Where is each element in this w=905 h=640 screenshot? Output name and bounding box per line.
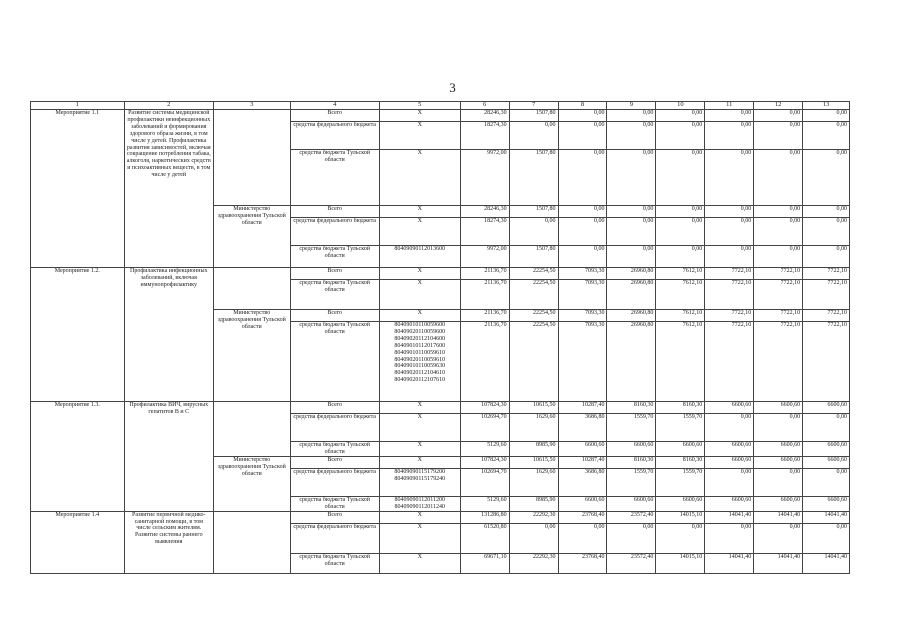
funding-source: Всего [290,110,379,122]
amount-cell: 3686,80 [558,414,607,442]
amount-cell: 0,00 [558,218,607,246]
amount-cell: 0,00 [705,122,754,150]
amount-cell: 14041,40 [705,511,754,523]
amount-cell: 21136,70 [460,322,509,402]
amount-cell: 14041,40 [705,553,754,573]
table-row [31,110,850,122]
header-cell: 10 [656,102,705,110]
amount-cell: 7612,10 [656,280,705,310]
budget-code: X [379,268,460,280]
amount-cell: 22254,50 [509,268,558,280]
budget-code: X [379,122,460,150]
amount-cell: 131286,80 [460,511,509,523]
header-cell: 9 [607,102,656,110]
funding-source: Всего [290,268,379,280]
amount-cell: 10287,40 [558,402,607,414]
amount-cell: 6600,60 [656,496,705,511]
header-cell: 3 [213,102,290,110]
amount-cell: 0,00 [803,218,850,246]
funding-source: средства бюджета Тульской области [290,442,379,457]
amount-cell: 0,00 [656,150,705,206]
funding-source: средства бюджета Тульской области [290,280,379,310]
amount-cell: 6600,60 [803,442,850,457]
amount-cell: 8985,90 [509,496,558,511]
amount-cell: 0,00 [803,122,850,150]
amount-cell: 8985,90 [509,442,558,457]
amount-cell: 6600,60 [754,496,803,511]
amount-cell: 22254,50 [509,280,558,310]
amount-cell: 0,00 [705,206,754,218]
funding-source: средства федерального бюджета [290,523,379,553]
table-row [31,511,850,523]
amount-cell: 7093,30 [558,268,607,280]
amount-cell: 14015,10 [656,553,705,573]
amount-cell: 0,00 [656,206,705,218]
amount-cell: 23572,40 [607,511,656,523]
amount-cell: 10615,50 [509,456,558,468]
amount-cell: 9972,00 [460,150,509,206]
header-cell: 8 [558,102,607,110]
header-cell: 7 [509,102,558,110]
amount-cell: 0,00 [607,218,656,246]
amount-cell: 6600,60 [558,496,607,511]
budget-code: X [379,150,460,206]
amount-cell: 7722,10 [705,280,754,310]
amount-cell: 7612,10 [656,322,705,402]
budget-code: 80409090112011200 80409090112011240 [379,496,460,511]
header-cell: 11 [705,102,754,110]
executor-cell [213,402,290,457]
amount-cell: 14041,40 [754,511,803,523]
amount-cell: 1559,70 [656,414,705,442]
amount-cell: 0,00 [509,523,558,553]
amount-cell: 6600,60 [558,442,607,457]
budget-code: X [379,280,460,310]
executor-cell [213,268,290,310]
executor-cell [213,511,290,573]
measure-description: Профилактика инфекционных заболеваний, включая иммунопрофилактику [124,268,213,402]
amount-cell: 0,00 [705,150,754,206]
amount-cell: 22254,50 [509,322,558,402]
amount-cell: 26960,80 [607,280,656,310]
amount-cell: 7722,10 [705,322,754,402]
amount-cell: 23768,40 [558,553,607,573]
table-row [31,268,850,280]
amount-cell: 0,00 [705,414,754,442]
funding-source: средства федерального бюджета [290,414,379,442]
amount-cell: 0,00 [656,110,705,122]
amount-cell: 6600,60 [803,402,850,414]
amount-cell: 7093,30 [558,310,607,322]
amount-cell: 22292,30 [509,511,558,523]
funding-source: средства бюджета Тульской области [290,322,379,402]
amount-cell: 107824,30 [460,402,509,414]
amount-cell: 6600,60 [754,456,803,468]
amount-cell: 0,00 [705,523,754,553]
amount-cell: 7722,10 [803,280,850,310]
amount-cell: 1629,60 [509,468,558,496]
amount-cell: 6600,60 [803,496,850,511]
amount-cell: 0,00 [754,468,803,496]
funding-source: средства федерального бюджета [290,122,379,150]
executor-cell [213,110,290,206]
amount-cell: 7722,10 [705,310,754,322]
budget-code: X [379,414,460,442]
amount-cell: 69671,10 [460,553,509,573]
amount-cell: 1559,70 [607,468,656,496]
amount-cell: 6600,60 [705,456,754,468]
budget-code: X [379,523,460,553]
amount-cell: 6600,60 [656,442,705,457]
amount-cell: 0,00 [803,523,850,553]
amount-cell: 6600,60 [754,442,803,457]
amount-cell: 0,00 [754,110,803,122]
amount-cell: 1507,80 [509,150,558,206]
amount-cell: 0,00 [803,206,850,218]
amount-cell: 5129,60 [460,442,509,457]
amount-cell: 0,00 [803,468,850,496]
amount-cell: 1629,60 [509,414,558,442]
amount-cell: 8160,30 [656,402,705,414]
measure-description: Развитие системы медицинской профилактики неинфекционных заболеваний и формирования здорового образа жизни, в том числе у детей. Профилактика развития зависимостей, включая сокращение потребления табака, алкоголя, наркотических средств и психоактивных веществ, в том числе у детей [124,110,213,268]
amount-cell: 7722,10 [803,322,850,402]
header-cell: 2 [124,102,213,110]
measure-name: Мероприятие 1.1 [31,110,125,268]
budget-code: X [379,310,460,322]
measure-name: Мероприятие 1.4 [31,511,125,573]
amount-cell: 22254,50 [509,310,558,322]
amount-cell: 1559,70 [656,468,705,496]
header-cell: 13 [803,102,850,110]
amount-cell: 6600,60 [803,456,850,468]
amount-cell: 0,00 [558,110,607,122]
amount-cell: 8160,30 [607,402,656,414]
amount-cell: 18274,30 [460,122,509,150]
funding-source: средства бюджета Тульской области [290,246,379,268]
amount-cell: 6600,60 [705,402,754,414]
header-cell: 5 [379,102,460,110]
funding-source: Всего [290,456,379,468]
amount-cell: 10615,50 [509,402,558,414]
amount-cell: 0,00 [705,246,754,268]
amount-cell: 28246,30 [460,110,509,122]
executor-cell: Министерство здравоохранения Тульской области [213,310,290,402]
amount-cell: 3686,80 [558,468,607,496]
funding-source: средства федерального бюджета [290,468,379,496]
measure-name: Мероприятие 1.2. [31,268,125,402]
funding-source: Всего [290,310,379,322]
amount-cell: 6600,60 [754,402,803,414]
amount-cell: 0,00 [803,110,850,122]
amount-cell: 7722,10 [803,310,850,322]
amount-cell: 0,00 [558,246,607,268]
amount-cell: 0,00 [558,150,607,206]
amount-cell: 0,00 [558,523,607,553]
amount-cell: 21136,70 [460,310,509,322]
amount-cell: 7722,10 [754,268,803,280]
budget-code: X [379,511,460,523]
amount-cell: 14041,40 [803,553,850,573]
amount-cell: 0,00 [509,218,558,246]
amount-cell: 8160,30 [607,456,656,468]
header-cell: 1 [31,102,125,110]
budget-code: X [379,402,460,414]
header-cell: 6 [460,102,509,110]
amount-cell: 28246,30 [460,206,509,218]
amount-cell: 26960,80 [607,310,656,322]
amount-cell: 7612,10 [656,310,705,322]
amount-cell: 61520,80 [460,523,509,553]
amount-cell: 102694,70 [460,414,509,442]
amount-cell: 7093,30 [558,280,607,310]
amount-cell: 0,00 [705,468,754,496]
amount-cell: 23768,40 [558,511,607,523]
table-row [31,402,850,414]
amount-cell: 14041,40 [754,553,803,573]
budget-code: 80409090115179200 80409090115179240 [379,468,460,496]
amount-cell: 0,00 [803,150,850,206]
amount-cell: 1507,80 [509,206,558,218]
budget-code: X [379,553,460,573]
header-cell: 4 [290,102,379,110]
table-body [31,110,850,574]
amount-cell: 0,00 [754,206,803,218]
page-number: 3 [449,80,456,95]
budget-table [30,101,850,574]
header-row [31,102,850,110]
amount-cell: 10287,40 [558,456,607,468]
amount-cell: 0,00 [705,110,754,122]
amount-cell: 1507,80 [509,246,558,268]
amount-cell: 0,00 [558,122,607,150]
amount-cell: 14041,40 [803,511,850,523]
amount-cell: 9972,00 [460,246,509,268]
amount-cell: 0,00 [754,523,803,553]
amount-cell: 0,00 [754,218,803,246]
amount-cell: 21136,70 [460,280,509,310]
header-cell: 12 [754,102,803,110]
measure-description: Развитие первичной медико-санитарной помощи, в том числе сельским жителям. Развитие системы раннего выявления [124,511,213,573]
amount-cell: 8160,30 [656,456,705,468]
amount-cell: 6600,60 [607,496,656,511]
funding-source: средства бюджета Тульской области [290,150,379,206]
funding-source: средства федерального бюджета [290,218,379,246]
amount-cell: 0,00 [754,122,803,150]
amount-cell: 0,00 [607,246,656,268]
amount-cell: 7722,10 [754,322,803,402]
amount-cell: 0,00 [656,122,705,150]
funding-source: Всего [290,511,379,523]
budget-code: X [379,456,460,468]
amount-cell: 0,00 [754,246,803,268]
amount-cell: 1507,80 [509,110,558,122]
amount-cell: 22292,30 [509,553,558,573]
budget-code: X [379,442,460,457]
amount-cell: 7722,10 [705,268,754,280]
amount-cell: 6600,60 [607,442,656,457]
amount-cell: 7093,30 [558,322,607,402]
budget-code: X [379,218,460,246]
amount-cell: 0,00 [607,206,656,218]
amount-cell: 1559,70 [607,414,656,442]
amount-cell: 18274,30 [460,218,509,246]
amount-cell: 14015,10 [656,511,705,523]
executor-cell: Министерство здравоохранения Тульской области [213,456,290,511]
amount-cell: 7722,10 [754,280,803,310]
amount-cell: 26960,80 [607,322,656,402]
amount-cell: 102694,70 [460,468,509,496]
amount-cell: 26960,80 [607,268,656,280]
executor-cell: Министерство здравоохранения Тульской области [213,206,290,268]
funding-source: средства бюджета Тульской области [290,553,379,573]
amount-cell: 0,00 [607,122,656,150]
amount-cell: 6600,60 [705,496,754,511]
amount-cell: 0,00 [656,246,705,268]
amount-cell: 0,00 [803,246,850,268]
amount-cell: 0,00 [803,414,850,442]
budget-code: X [379,110,460,122]
amount-cell: 7722,10 [803,268,850,280]
amount-cell: 6600,60 [705,442,754,457]
amount-cell: 7612,10 [656,268,705,280]
amount-cell: 0,00 [656,218,705,246]
amount-cell: 0,00 [607,110,656,122]
budget-code: 80409010110059600 80409020110059600 80409020112104600 80409010112017600 80409010110059610 80409020110059610 80409010110059630 80409020112104610 80409020112107610 [379,322,460,402]
measure-description: Профилактика ВИЧ, вирусных гепатитов B и C [124,402,213,512]
amount-cell: 0,00 [656,523,705,553]
funding-source: Всего [290,402,379,414]
amount-cell: 21136,70 [460,268,509,280]
measure-name: Мероприятие 1.3. [31,402,125,512]
amount-cell: 7722,10 [754,310,803,322]
amount-cell: 5129,60 [460,496,509,511]
amount-cell: 0,00 [607,523,656,553]
budget-code: 80409090112013600 [379,246,460,268]
amount-cell: 0,00 [754,414,803,442]
funding-source: Всего [290,206,379,218]
amount-cell: 0,00 [705,218,754,246]
budget-code: X [379,206,460,218]
amount-cell: 0,00 [558,206,607,218]
amount-cell: 0,00 [754,150,803,206]
amount-cell: 0,00 [607,150,656,206]
amount-cell: 23572,40 [607,553,656,573]
amount-cell: 107824,30 [460,456,509,468]
funding-source: средства бюджета Тульской области [290,496,379,511]
amount-cell: 0,00 [509,122,558,150]
